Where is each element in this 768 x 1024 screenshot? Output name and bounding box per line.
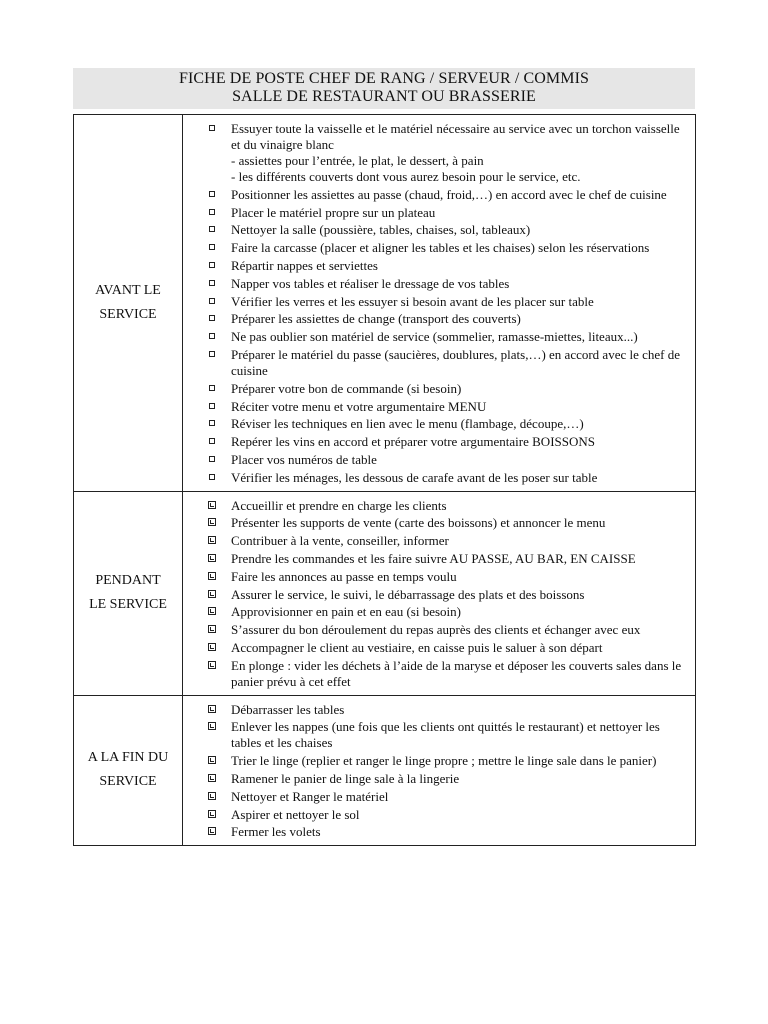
section-items-before <box>183 115 696 492</box>
checkbox-check-icon <box>208 572 216 580</box>
checkbox-icon <box>209 385 215 391</box>
checkbox-check-icon <box>208 792 216 800</box>
list-item <box>183 622 689 638</box>
checkbox-icon <box>209 298 215 304</box>
checkbox-check-icon <box>208 661 216 669</box>
list-item <box>183 121 689 185</box>
title-line-2: SALLE DE RESTAURANT OU BRASSERIE <box>232 88 536 105</box>
list-item <box>183 789 689 805</box>
list-item <box>183 399 689 415</box>
list-item-text: Positionner les assiettes au passe (chaud, froid,…) en accord avec le chef de cuisine <box>231 186 667 202</box>
list-item <box>183 824 689 840</box>
list-item <box>183 702 689 718</box>
checkbox-icon <box>209 333 215 339</box>
section-label-line-2: LE SERVICE <box>89 597 167 613</box>
list-item <box>183 240 689 256</box>
section-label-end <box>74 695 183 846</box>
checkbox-check-icon <box>208 625 216 633</box>
checkbox-icon <box>209 456 215 462</box>
section-before-service <box>74 115 696 492</box>
list-item <box>183 452 689 468</box>
checkbox-icon <box>209 125 215 131</box>
list-item <box>183 753 689 769</box>
checkbox-check-icon <box>208 827 216 835</box>
list-item <box>183 205 689 221</box>
list-item-subtext: - assiettes pour l’entrée, le plat, le dessert, à pain <box>231 153 484 168</box>
checkbox-check-icon <box>208 518 216 526</box>
list-item <box>183 640 689 656</box>
checkbox-icon <box>209 226 215 232</box>
list-item <box>183 276 689 292</box>
list-item <box>183 222 689 238</box>
list-item-text: Préparer les assiettes de change (transport des couverts) <box>231 311 521 327</box>
section-label-during <box>74 491 183 695</box>
checkbox-icon <box>209 403 215 409</box>
checkbox-icon <box>209 474 215 480</box>
list-item <box>183 381 689 397</box>
list-item-text: Ne pas oublier son matériel de service (sommelier, ramasse-miettes, liteaux...) <box>231 329 638 345</box>
list-item-text: Essuyer toute la vaisselle et le matériel nécessaire au service avec un torchon vaisselle et du vinaigre blanc <box>231 121 680 152</box>
list-item-text: S’assurer du bon déroulement du repas auprès des clients et échanger avec eux <box>231 622 641 638</box>
checkbox-icon <box>209 244 215 250</box>
checkbox-icon <box>209 209 215 215</box>
checkbox-icon <box>209 315 215 321</box>
list-item <box>183 329 689 345</box>
list-item-text: Fermer les volets <box>231 824 321 840</box>
list-item <box>183 434 689 450</box>
list-item-text: Aspirer et nettoyer le sol <box>231 806 360 822</box>
checkbox-icon <box>209 420 215 426</box>
checkbox-check-icon <box>208 590 216 598</box>
checkbox-check-icon <box>208 722 216 730</box>
list-item <box>183 416 689 432</box>
list-item-text: Répartir nappes et serviettes <box>231 257 378 273</box>
checkbox-icon <box>209 351 215 357</box>
list-item <box>183 258 689 274</box>
checkbox-check-icon <box>208 643 216 651</box>
checkbox-check-icon <box>208 774 216 782</box>
list-item-text: Vérifier les ménages, les dessous de carafe avant de les poser sur table <box>231 469 598 485</box>
list-item-text: Faire la carcasse (placer et aligner les tables et les chaises) selon les réservations <box>231 240 650 256</box>
list-item <box>183 771 689 787</box>
list-item-text: Enlever les nappes (une fois que les clients ont quittés le restaurant) et nettoyer les tables et les chaises <box>231 719 660 751</box>
document-title <box>73 68 695 109</box>
section-label-line-2: SERVICE <box>99 774 157 790</box>
section-label-line-1: A LA FIN DU <box>87 750 169 766</box>
list-item-text: Nettoyer la salle (poussière, tables, chaises, sol, tableaux) <box>231 222 531 238</box>
section-label-line-1: AVANT LE <box>95 282 161 298</box>
checklist-end <box>183 702 689 841</box>
checkbox-check-icon <box>208 501 216 509</box>
list-item-text: Préparer votre bon de commande (si besoin) <box>231 380 462 396</box>
list-item <box>183 719 689 751</box>
list-item-text: Placer vos numéros de table <box>231 451 377 467</box>
list-item-text: Accompagner le client au vestiaire, en caisse puis le saluer à son départ <box>231 639 603 655</box>
list-item-text: Nettoyer et Ranger le matériel <box>231 788 389 804</box>
list-item <box>183 604 689 620</box>
checkbox-check-icon <box>208 756 216 764</box>
task-table <box>73 114 696 846</box>
list-item-text: Contribuer à la vente, conseiller, informer <box>231 533 449 549</box>
checklist-during <box>183 498 689 690</box>
section-label-line-2: SERVICE <box>99 306 157 322</box>
list-item-text: Approvisionner en pain et en eau (si besoin) <box>231 604 461 620</box>
checkbox-check-icon <box>208 554 216 562</box>
list-item-text: Débarrasser les tables <box>231 701 345 717</box>
list-item <box>183 533 689 549</box>
list-item-text: Trier le linge (replier et ranger le linge propre ; mettre le linge sale dans le panier) <box>231 753 657 769</box>
checkbox-icon <box>209 262 215 268</box>
section-items-during <box>183 491 696 695</box>
section-label-line-1: PENDANT <box>95 573 161 589</box>
list-item <box>183 347 689 379</box>
list-item-text: Prendre les commandes et les faire suivre AU PASSE, AU BAR, EN CAISSE <box>231 550 636 566</box>
list-item-text: Repérer les vins en accord et préparer votre argumentaire BOISSONS <box>231 434 595 450</box>
checkbox-icon <box>209 191 215 197</box>
list-item-text: Faire les annonces au passe en temps voulu <box>231 568 457 584</box>
checklist-before <box>183 121 689 486</box>
list-item-text: Napper vos tables et réaliser le dressage de vos tables <box>231 275 510 291</box>
title-line-1: FICHE DE POSTE CHEF DE RANG / SERVEUR / COMMIS <box>178 70 590 87</box>
checkbox-check-icon <box>208 607 216 615</box>
section-end-service <box>74 695 696 846</box>
list-item-text: Préparer le matériel du passe (saucières, doublures, plats,…) en accord avec le chef de cuisine <box>231 346 681 378</box>
list-item-text: Présenter les supports de vente (carte des boissons) et annoncer le menu <box>231 515 606 531</box>
checkbox-check-icon <box>208 705 216 713</box>
list-item <box>183 587 689 603</box>
list-item-text: Accueillir et prendre en charge les clients <box>231 497 447 513</box>
list-item <box>183 569 689 585</box>
list-item <box>183 311 689 327</box>
checkbox-check-icon <box>208 810 216 818</box>
list-item-text: Réciter votre menu et votre argumentaire MENU <box>231 398 487 414</box>
list-item-text: Ramener le panier de linge sale à la lingerie <box>231 770 460 786</box>
section-during-service <box>74 491 696 695</box>
list-item <box>183 551 689 567</box>
list-item-subtext: - les différents couverts dont vous aurez besoin pour le service, etc. <box>231 169 581 184</box>
list-item <box>183 498 689 514</box>
list-item-text: Réviser les techniques en lien avec le menu (flambage, découpe,…) <box>231 416 584 432</box>
list-item <box>183 807 689 823</box>
checkbox-icon <box>209 438 215 444</box>
list-item <box>183 294 689 310</box>
checkbox-icon <box>209 280 215 286</box>
list-item-text: Assurer le service, le suivi, le débarrassage des plats et des boissons <box>231 586 585 602</box>
list-item-text: En plonge : vider les déchets à l’aide de la maryse et déposer les couverts sales dans le panier prévu à cet effet <box>231 657 682 689</box>
section-label-before <box>74 115 183 492</box>
list-item <box>183 187 689 203</box>
list-item <box>183 515 689 531</box>
list-item <box>183 658 689 690</box>
list-item <box>183 470 689 486</box>
section-items-end <box>183 695 696 846</box>
checkbox-check-icon <box>208 536 216 544</box>
list-item-text: Placer le matériel propre sur un plateau <box>231 204 436 220</box>
list-item-text: Vérifier les verres et les essuyer si besoin avant de les placer sur table <box>231 293 594 309</box>
